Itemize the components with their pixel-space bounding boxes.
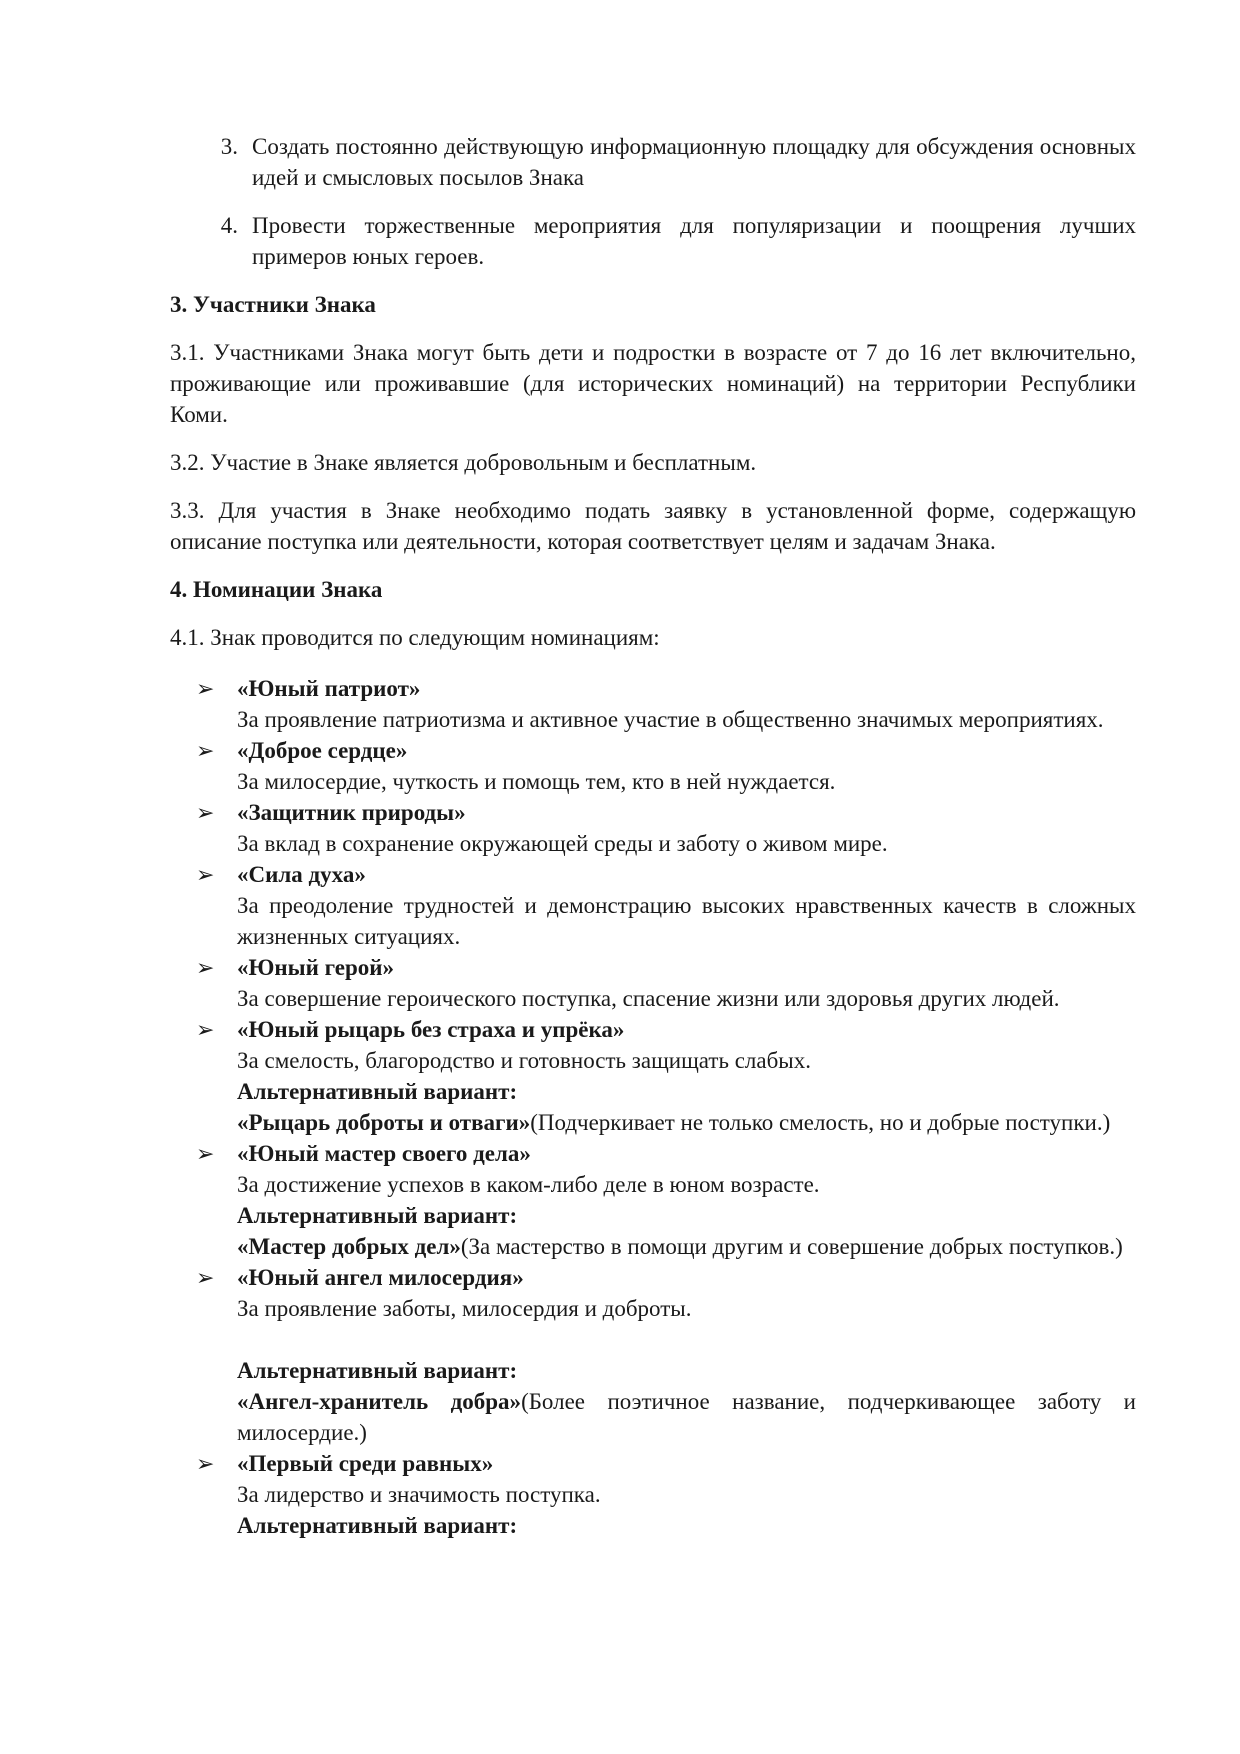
nomination-item [170, 735, 1136, 797]
nomination-description: За достижение успехов в каком-либо деле в юном возрасте. [237, 1172, 820, 1197]
list-item-text: Создать постоянно действующую информационную площадку для обсуждения основных идей и смысловых посылов Знака [252, 134, 1136, 190]
nomination-description: За лидерство и значимость поступка. [237, 1482, 601, 1507]
nomination-description: За проявление патриотизма и активное участие в общественно значимых мероприятиях. [237, 707, 1104, 732]
arrow-bullet-icon: ➢ [196, 1451, 215, 1476]
nomination-title: «Доброе сердце» [237, 738, 408, 763]
list-item-text: Провести торжественные мероприятия для популяризации и поощрения лучших примеров юных героев. [252, 213, 1136, 269]
section-heading: 4. Номинации Знака [170, 577, 383, 602]
nomination-item [170, 952, 1136, 1014]
arrow-bullet-icon: ➢ [196, 676, 215, 701]
arrow-bullet-icon: ➢ [196, 1141, 215, 1166]
alternative-variant [237, 1386, 1136, 1448]
nominations-list [170, 673, 1136, 1541]
nomination-title: «Юный ангел милосердия» [237, 1265, 524, 1290]
paragraph: 4.1. Знак проводится по следующим номинациям: [170, 625, 660, 650]
document-body [170, 131, 1136, 1541]
nomination-description: За вклад в сохранение окружающей среды и заботу о живом мире. [237, 831, 888, 856]
nomination-item [170, 859, 1136, 952]
nomination-item [170, 1138, 1136, 1262]
nomination-item [170, 673, 1136, 735]
alternative-title: «Мастер добрых дел» [237, 1234, 461, 1259]
nomination-title: «Первый среди равных» [237, 1451, 494, 1476]
alternative-label: Альтернативный вариант: [237, 1203, 518, 1228]
alternative-title: «Ангел-хранитель добра» [237, 1389, 522, 1414]
arrow-bullet-icon: ➢ [196, 1017, 215, 1042]
nomination-description: За проявление заботы, милосердия и доброты. [237, 1296, 692, 1321]
goals-list [170, 131, 1136, 272]
nomination-description: За совершение героического поступка, спасение жизни или здоровья других людей. [237, 986, 1060, 1011]
section-heading: 3. Участники Знака [170, 292, 376, 317]
alternative-title: «Рыцарь доброты и отваги» [237, 1110, 531, 1135]
arrow-bullet-icon: ➢ [196, 800, 215, 825]
nomination-title: «Сила духа» [237, 862, 366, 887]
alternative-label: Альтернативный вариант: [237, 1079, 518, 1104]
arrow-bullet-icon: ➢ [196, 862, 215, 887]
nomination-description: За преодоление трудностей и демонстрацию высоких нравственных качеств в сложных жизненных ситуациях. [237, 893, 1136, 949]
list-item [170, 210, 1136, 272]
nomination-item [170, 1014, 1136, 1138]
nomination-title: «Юный рыцарь без страха и упрёка» [237, 1017, 625, 1042]
nomination-title: «Юный мастер своего дела» [237, 1141, 531, 1166]
paragraph: 3.1. Участниками Знака могут быть дети и подростки в возрасте от 7 до 16 лет включительно, проживающие или проживавшие (для исторических номинаций) на территории Республики Коми. [170, 340, 1136, 427]
blank-line [237, 1324, 1136, 1355]
alternative-description: (Более поэтичное название, подчеркивающее заботу и милосердие.) [237, 1389, 1136, 1445]
list-item [170, 131, 1136, 193]
paragraph: 3.2. Участие в Знаке является добровольным и бесплатным. [170, 450, 757, 475]
alternative-label: Альтернативный вариант: [237, 1513, 518, 1538]
arrow-bullet-icon: ➢ [196, 1265, 215, 1290]
alternative-description: (Подчеркивает не только смелость, но и добрые поступки.) [530, 1110, 1111, 1135]
alternative-variant [237, 1107, 1136, 1138]
paragraph: 3.3. Для участия в Знаке необходимо подать заявку в установленной форме, содержащую описание поступка или деятельности, которая соответствует целям и задачам Знака. [170, 498, 1136, 554]
nomination-item [170, 1262, 1136, 1448]
nomination-title: «Защитник природы» [237, 800, 466, 825]
arrow-bullet-icon: ➢ [196, 955, 215, 980]
nomination-description: За смелость, благородство и готовность защищать слабых. [237, 1048, 812, 1073]
nomination-item [170, 1448, 1136, 1541]
list-number: 3. [220, 134, 238, 159]
alternative-label: Альтернативный вариант: [237, 1358, 518, 1383]
alternative-description: (За мастерство в помощи другим и совершение добрых поступков.) [460, 1234, 1123, 1259]
nomination-title: «Юный патриот» [237, 676, 421, 701]
nomination-description: За милосердие, чуткость и помощь тем, кто в ней нуждается. [237, 769, 836, 794]
nomination-item [170, 797, 1136, 859]
alternative-variant [237, 1231, 1136, 1262]
arrow-bullet-icon: ➢ [196, 738, 215, 763]
nomination-title: «Юный герой» [237, 955, 395, 980]
list-number: 4. [220, 213, 238, 238]
